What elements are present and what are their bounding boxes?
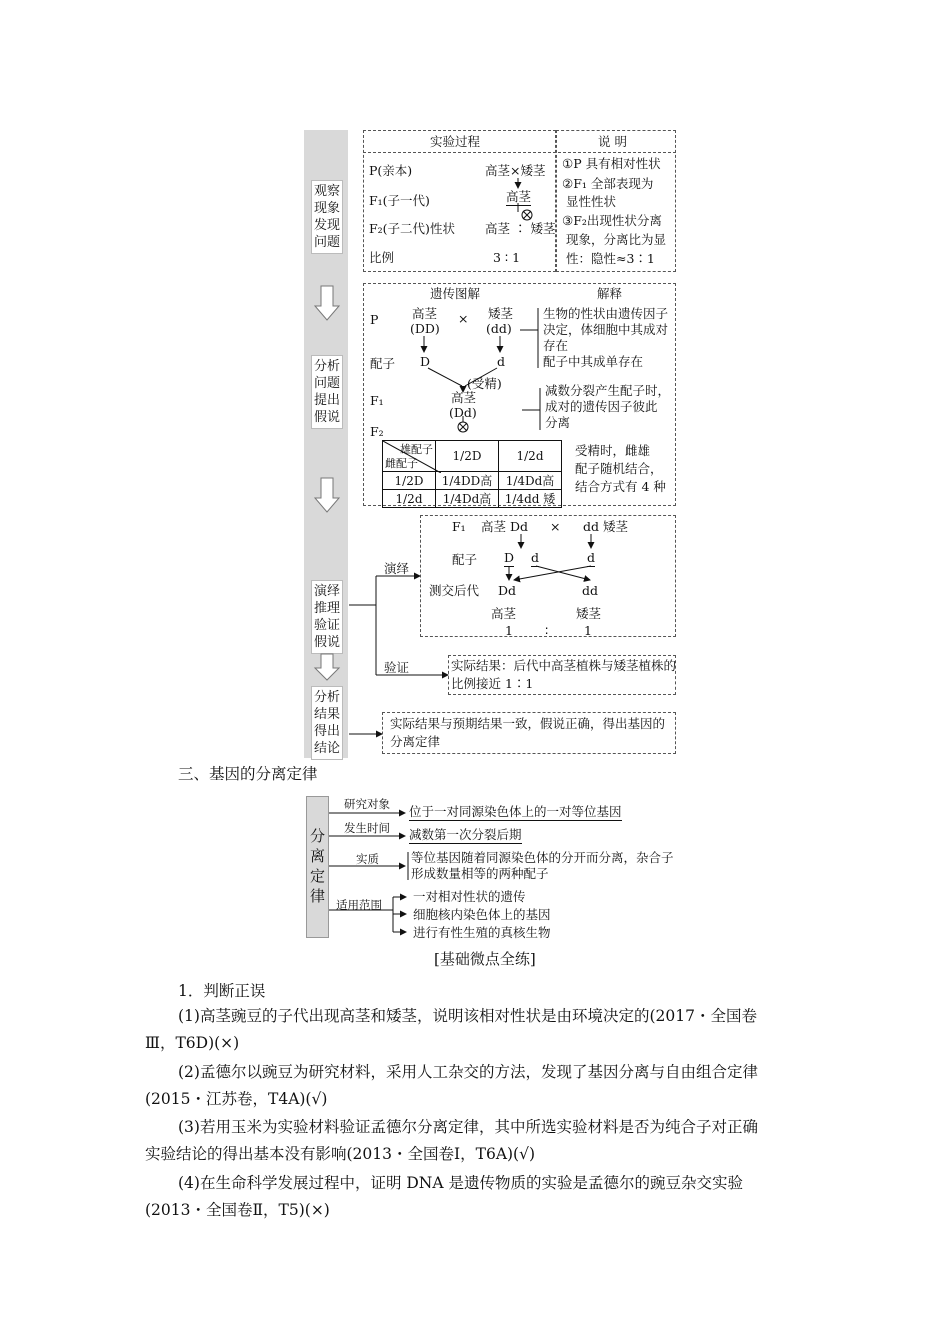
- down-arrow-2: [315, 478, 339, 512]
- observe-note2a: ②F₁ 全部表现为: [562, 176, 654, 191]
- hypo-f1-geno: (Dd): [449, 405, 477, 420]
- deduce-ratio-right: 1: [584, 623, 592, 638]
- hypo-exp1d: 配子中其成单存在: [543, 354, 644, 369]
- hypo-exp1a: 生物的性状由遗传因子: [543, 306, 669, 321]
- observe-cross-p: 高茎×矮茎: [485, 163, 546, 178]
- deduce-g1: D: [504, 550, 514, 567]
- hypo-head-explain: 解释: [597, 286, 623, 301]
- stage-hypothesis: 分析问题提出假说: [311, 355, 343, 429]
- hypo-exp2c: 分离: [545, 415, 571, 430]
- law-value-essence-a: 等位基因随着同源染色体的分开而分离，杂合子: [411, 850, 674, 865]
- observe-note3c: 性：隐性≈3∶1: [566, 251, 655, 266]
- hypo-exp1b: 决定，体细胞中其成对: [543, 322, 669, 337]
- observe-note1: ①P 具有相对性状: [562, 156, 661, 171]
- observe-note3a: ③F₂出现性状分离: [562, 213, 662, 228]
- deduce-testcross: 测交后代: [429, 583, 480, 598]
- law-key-essence: 实质: [356, 852, 379, 866]
- deduce-label-verify: 验证: [384, 660, 410, 675]
- deduce-off2-trait: 矮茎: [576, 606, 602, 621]
- punnett-corner: [383, 441, 436, 472]
- hypo-short: 矮茎: [488, 306, 514, 321]
- punnett-cell: 1/4Dd高: [436, 490, 499, 508]
- deduce-off2: dd: [582, 583, 599, 598]
- observe-row-ratio: 比例: [369, 250, 395, 265]
- question-3-line2: 实验结论的得出基本没有影响(2013・全国卷Ⅰ，T6A)(√): [145, 1145, 536, 1163]
- down-arrow-3: [315, 654, 339, 680]
- law-value-time: 减数第一次分裂后期: [409, 827, 522, 844]
- law-scope-item: 进行有性生殖的真核生物: [413, 925, 551, 940]
- verify-line-a: 实际结果：后代中高茎植株与矮茎植株的: [451, 658, 677, 673]
- observe-head-process: 实验过程: [430, 134, 481, 149]
- law-value-object: 位于一对同源染色体上的一对等位基因: [409, 804, 622, 821]
- law-key-time: 发生时间: [344, 821, 390, 835]
- hypo-exp1c: 存在: [543, 338, 569, 353]
- observe-ratio: 3 ∶ 1: [493, 250, 521, 265]
- hypo-gamete-d: d: [497, 354, 506, 369]
- question-4-line1: (4)在生命科学发展过程中，证明 DNA 是遗传物质的实验是孟德尔的豌豆杂交实验: [178, 1174, 743, 1192]
- deduce-g3: d: [587, 550, 595, 567]
- observe-f2-traits: 高茎 ∶ 矮茎: [485, 221, 556, 236]
- hypo-gamete-D: D: [420, 354, 431, 369]
- stage-conclusion: 分析结果得出结论: [311, 686, 343, 760]
- hypo-tall: 高茎: [412, 306, 438, 321]
- observe-note3b: 现象，分离比为显: [566, 232, 667, 247]
- hypo-label-f2: F₂: [370, 424, 384, 439]
- conclusion-line-b: 分离定律: [390, 734, 441, 749]
- hypo-label-p: P: [370, 312, 379, 327]
- conclusion-line-a: 实际结果与预期结果一致，假说正确，得出基因的: [390, 716, 666, 731]
- deduce-label-deduction: 演绎: [384, 561, 410, 576]
- punnett-row-head: 1/2D: [383, 472, 436, 490]
- deduce-g2: d: [531, 550, 539, 567]
- deduce-off1: Dd: [498, 583, 517, 598]
- hypo-dd-tall: (DD): [410, 321, 440, 336]
- punnett-square: [382, 440, 562, 508]
- verify-line-b: 比例接近 1∶1: [451, 676, 534, 691]
- stage-observe: 观察现象发现问题: [311, 180, 343, 254]
- question-1-line1: (1)高茎豌豆的子代出现高茎和矮茎，说明该相对性状是由环境决定的(2017・全国卷: [178, 1007, 757, 1025]
- law-value-essence-b: 形成数量相等的两种配子: [411, 866, 549, 881]
- hypo-f1-trait: 高茎: [451, 390, 477, 405]
- law-label: 分离定律: [309, 827, 325, 905]
- observe-note2b: 显性性状: [566, 194, 617, 209]
- hypo-dd-short: (dd): [486, 321, 512, 336]
- punnett-corner-top: 雄配子: [400, 443, 433, 456]
- observe-row-f2: F₂(子二代)性状: [369, 221, 455, 236]
- question-3-line1: (3)若用玉米为实验材料验证孟德尔分离定律，其中所选实验材料是否为纯合子对正确: [178, 1118, 758, 1136]
- question-4-line2: (2013・全国卷Ⅱ，T5)(×): [145, 1201, 330, 1219]
- observe-f1-trait: 高茎: [506, 189, 531, 206]
- observe-row-f1: F₁(子一代): [369, 193, 430, 208]
- punnett-col-head: 1/2D: [436, 441, 499, 472]
- question-heading: 1．判断正误: [178, 982, 266, 1000]
- hypo-exp3a: 受精时，雌雄: [575, 443, 651, 458]
- punnett-row-head: 1/2d: [383, 490, 436, 508]
- practice-title: [基础微点全练]: [434, 950, 536, 968]
- observe-head-note: 说 明: [598, 134, 627, 149]
- deduce-off1-trait: 高茎: [491, 606, 517, 621]
- hypo-label-f1: F₁: [370, 393, 384, 408]
- law-scope-item: 一对相对性状的遗传: [413, 889, 526, 904]
- deduce-f1: F₁: [452, 519, 466, 534]
- punnett-cell: 1/4DD高: [436, 472, 499, 490]
- hypo-label-gamete: 配子: [370, 356, 396, 371]
- punnett-corner-bottom: 雌配子: [385, 457, 418, 470]
- down-arrow-1: [315, 286, 339, 320]
- hypo-fertilization: (受精): [467, 376, 502, 391]
- question-1-line2: Ⅲ，T6D)(×): [145, 1034, 240, 1052]
- question-2-line1: (2)孟德尔以豌豆为研究材料，采用人工杂交的方法，发现了基因分离与自由组合定律: [178, 1063, 758, 1081]
- deduce-ratio-left: 1: [505, 623, 513, 638]
- question-2-line2: (2015・江苏卷，T4A)(√): [145, 1090, 328, 1108]
- punnett-col-head: 1/2d: [499, 441, 562, 472]
- law-key-scope: 适用范围: [336, 898, 382, 912]
- hypo-cross: ×: [458, 311, 469, 326]
- punnett-cell: 1/4Dd高: [499, 472, 562, 490]
- hypo-head-diagram: 遗传图解: [430, 286, 481, 301]
- law-scope-item: 细胞核内染色体上的基因: [413, 907, 551, 922]
- deduce-short-dd: dd 矮茎: [583, 519, 628, 534]
- deduce-cross: ×: [550, 519, 561, 534]
- hypo-exp3c: 结合方式有 4 种: [575, 479, 666, 494]
- hypo-exp2b: 成对的遗传因子彼此: [545, 399, 658, 414]
- deduce-tall-dd: 高茎 Dd: [481, 519, 528, 534]
- law-key-object: 研究对象: [344, 797, 390, 811]
- hypo-exp2a: 减数分裂产生配子时，: [545, 383, 671, 398]
- deduce-gamete: 配子: [452, 552, 478, 567]
- deduce-ratio-colon: ∶: [545, 623, 549, 638]
- section-3-title: 三、基因的分离定律: [178, 765, 318, 783]
- stage-deduction: 演绎推理验证假说: [311, 580, 343, 654]
- hypo-exp3b: 配子随机结合，: [575, 461, 663, 476]
- observe-row-p: P(亲本): [369, 163, 413, 178]
- punnett-cell: 1/4dd 矮: [499, 490, 562, 508]
